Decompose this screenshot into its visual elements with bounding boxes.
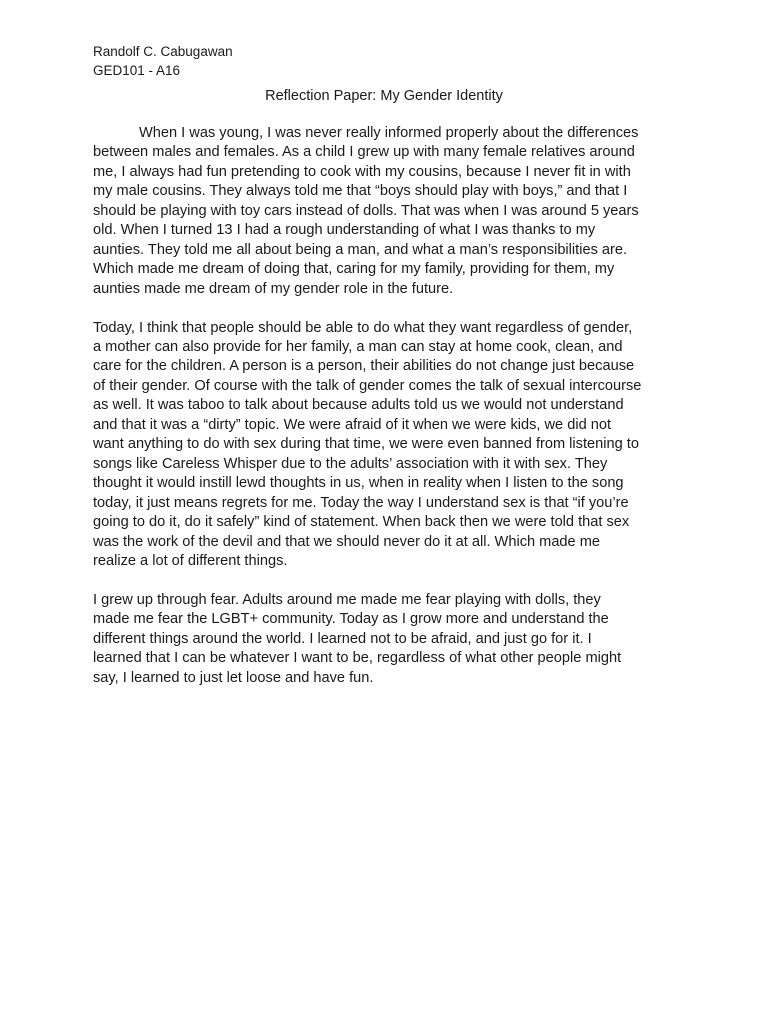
text-line: aunties. They told me all about being a man, and what a man’s responsibilities are. [93, 241, 628, 258]
paragraph-3 [93, 591, 677, 688]
text-line: of their gender. Of course with the talk of gender comes the talk of sexual intercourse [93, 377, 642, 394]
text-line: learned that I can be whatever I want to be, regardless of what other people might [93, 650, 622, 667]
text-line: aunties made me dream of my gender role in the future. [93, 280, 454, 297]
paragraph-1 [93, 124, 677, 299]
text-line: a mother can also provide for her family, a man can stay at home cook, clean, and [93, 338, 623, 355]
document-header [93, 42, 233, 80]
text-line: realize a lot of different things. [93, 552, 288, 569]
text-line: old. When I turned 13 I had a rough understanding of what I was thanks to my [93, 222, 596, 239]
text-line: thought it would instill lewd thoughts in us, when in reality when I listen to the song [93, 475, 624, 492]
text-line: should be playing with toy cars instead of dolls. That was when I was around 5 years [93, 202, 639, 219]
course-code: GED101 - A16 [93, 63, 181, 78]
text-line: between males and females. As a child I grew up with many female relatives around [93, 144, 635, 161]
document-title: Reflection Paper: My Gender Identity [265, 88, 503, 104]
text-line: going to do it, do it safely” kind of statement. When back then we were told that sex [93, 514, 630, 531]
text-line: Today, I think that people should be able to do what they want regardless of gender, [93, 319, 633, 336]
text-line: different things around the world. I learned not to be afraid, and just go for it. I [93, 630, 592, 647]
text-line: When I was young, I was never really informed properly about the differences [139, 125, 639, 141]
text-line: made me fear the LGBT+ community. Today as I grow more and understand the [93, 611, 609, 628]
text-line: Which made me dream of doing that, caring for my family, providing for them, my [93, 261, 615, 278]
text-line: I grew up through fear. Adults around me made me fear playing with dolls, they [93, 591, 601, 608]
text-line: care for the children. A person is a person, their abilities do not change just because [93, 358, 635, 375]
paragraph-2 [93, 319, 677, 572]
text-line: me, I always had fun pretending to cook with my cousins, because I never fit in with [93, 163, 631, 180]
author-name: Randolf C. Cabugawan [93, 44, 233, 59]
text-line: today, it just means regrets for me. Today the way I understand sex is that “if you’re [93, 494, 629, 511]
text-line: was the work of the devil and that we should never do it at all. Which made me [93, 533, 600, 550]
document-body [93, 124, 677, 708]
text-line: my male cousins. They always told me that “boys should play with boys,” and that I [93, 183, 628, 200]
text-line: and that it was a “dirty” topic. We were afraid of it when we were kids, we did not [93, 416, 612, 433]
text-line: as well. It was taboo to talk about because adults told us we would not understand [93, 397, 624, 414]
text-line: say, I learned to just let loose and have fun. [93, 669, 374, 686]
text-line: want anything to do with sex during that time, we were even banned from listening to [93, 436, 639, 453]
text-line: songs like Careless Whisper due to the adults’ association with it with sex. They [93, 455, 608, 472]
